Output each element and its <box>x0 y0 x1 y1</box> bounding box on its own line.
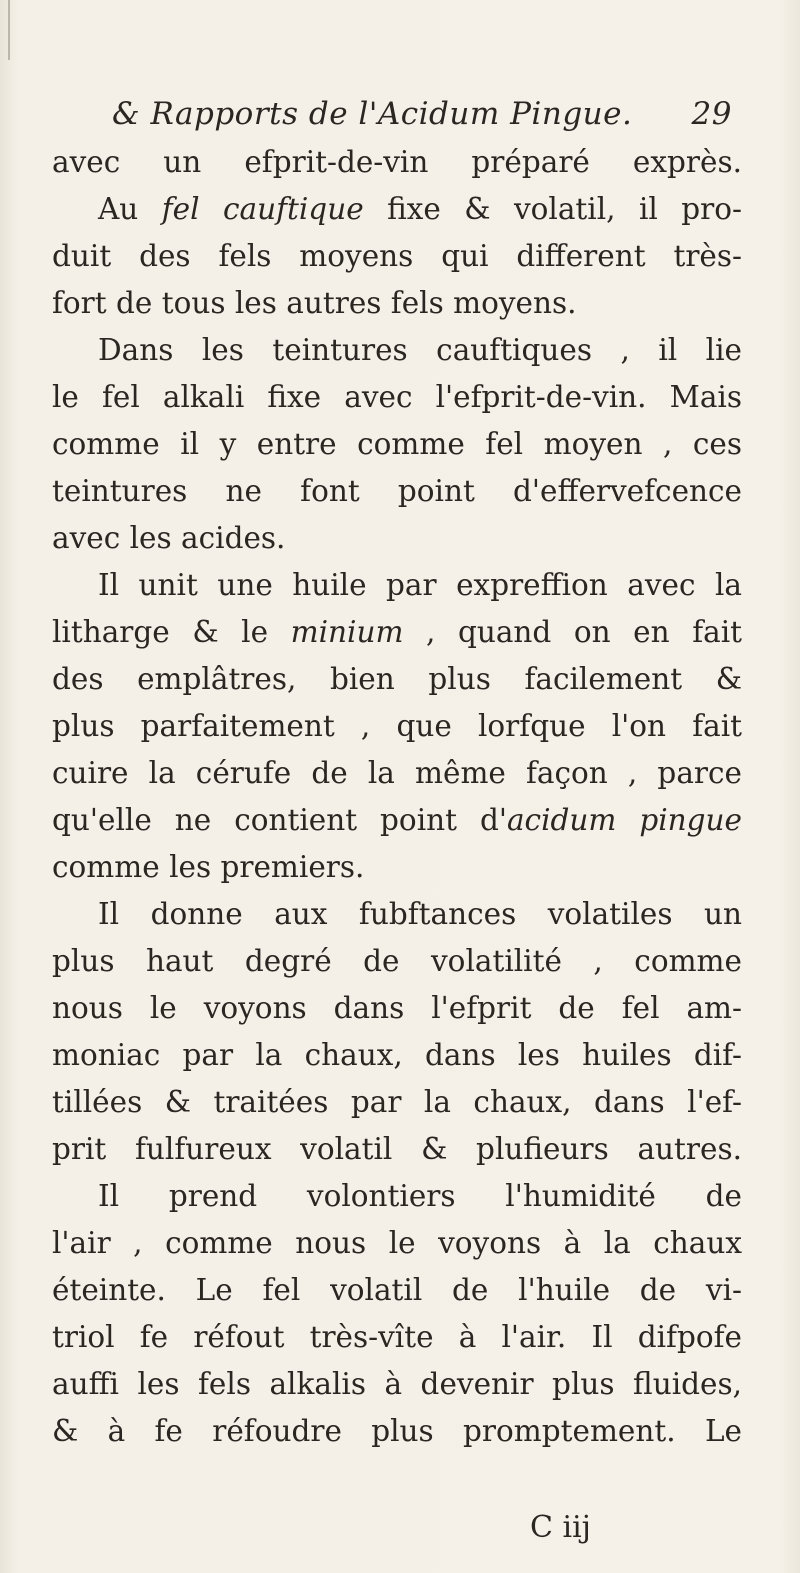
text-run: fort de tous les autres fels moyens. <box>52 286 577 320</box>
text-line <box>52 1173 742 1220</box>
italic-term: acidum pingue <box>506 803 743 837</box>
text-run: Au <box>98 192 162 226</box>
signature-mark: C iij <box>530 1510 591 1545</box>
text-line <box>52 139 742 186</box>
text-run: des emplâtres, bien plus facilement & <box>52 662 742 696</box>
text-line <box>52 374 742 421</box>
text-run: Dans les teintures cauftiques , il lie <box>98 333 742 367</box>
text-run: triol fe réfout très-vîte à l'air. Il difpofe <box>52 1320 742 1354</box>
text-line <box>52 891 742 938</box>
text-run: qu'elle ne contient point d' <box>52 803 507 837</box>
text-line <box>52 280 742 327</box>
text-line <box>52 750 742 797</box>
text-run: & à fe réfoudre plus promptement. Le <box>52 1414 742 1448</box>
text-run: comme il y entre comme fel moyen , ces <box>52 427 742 461</box>
text-line <box>52 1361 742 1408</box>
body-text <box>52 139 742 1455</box>
text-run: auffi les fels alkalis à devenir plus fluides, <box>52 1367 742 1401</box>
text-run: teintures ne font point d'effervefcence <box>52 474 742 508</box>
text-line <box>52 656 742 703</box>
italic-term: minium <box>290 615 404 649</box>
text-run: plus parfaitement , que lorfque l'on fait <box>52 709 742 743</box>
text-line <box>52 938 742 985</box>
text-run: prit fulfureux volatil & plufieurs autres. <box>52 1132 742 1166</box>
text-run: Il donne aux fubftances volatiles un <box>98 897 742 931</box>
text-run: Il prend volontiers l'humidité de <box>98 1179 742 1213</box>
text-run: le fel alkali fixe avec l'efprit-de-vin. Mais <box>52 380 742 414</box>
text-line <box>52 1032 742 1079</box>
text-line <box>52 797 742 844</box>
text-run: l'air , comme nous le voyons à la chaux <box>52 1226 742 1260</box>
text-run: litharge & le <box>52 615 291 649</box>
text-line <box>52 468 742 515</box>
text-line <box>52 1408 742 1455</box>
text-line <box>52 186 742 233</box>
text-line <box>52 233 742 280</box>
text-line <box>52 844 742 891</box>
text-line <box>52 609 742 656</box>
running-title: & Rapports de l'Acidum Pingue. <box>112 96 633 132</box>
text-run: plus haut degré de volatilité , comme <box>52 944 742 978</box>
running-header <box>112 96 732 132</box>
text-run: moniac par la chaux, dans les huiles dif- <box>52 1038 742 1072</box>
text-run: tillées & traitées par la chaux, dans l'ef- <box>52 1085 742 1119</box>
text-run: fixe & volatil, il pro- <box>363 192 742 226</box>
text-run: avec un efprit-de-vin préparé exprès. <box>52 145 742 179</box>
text-line <box>52 1079 742 1126</box>
text-line <box>52 1314 742 1361</box>
text-line <box>52 1126 742 1173</box>
gutter-shadow <box>8 0 10 60</box>
text-run: avec les acides. <box>52 521 286 555</box>
text-run: comme les premiers. <box>52 850 365 884</box>
text-run: duit des fels moyens qui different très- <box>52 239 742 273</box>
text-line <box>52 1220 742 1267</box>
text-line <box>52 985 742 1032</box>
text-run: Il unit une huile par expreffion avec la <box>98 568 742 602</box>
text-run: , quand on en fait <box>403 615 742 649</box>
text-run: nous le voyons dans l'efprit de fel am- <box>52 991 742 1025</box>
text-line <box>52 703 742 750</box>
text-run: éteinte. Le fel volatil de l'huile de vi- <box>52 1273 742 1307</box>
text-run: cuire la cérufe de la même façon , parce <box>52 756 742 790</box>
text-line <box>52 515 742 562</box>
text-line <box>52 327 742 374</box>
text-line <box>52 562 742 609</box>
page-number: 29 <box>691 96 732 132</box>
italic-term: fel cauftique <box>161 192 364 226</box>
text-line <box>52 1267 742 1314</box>
text-line <box>52 421 742 468</box>
